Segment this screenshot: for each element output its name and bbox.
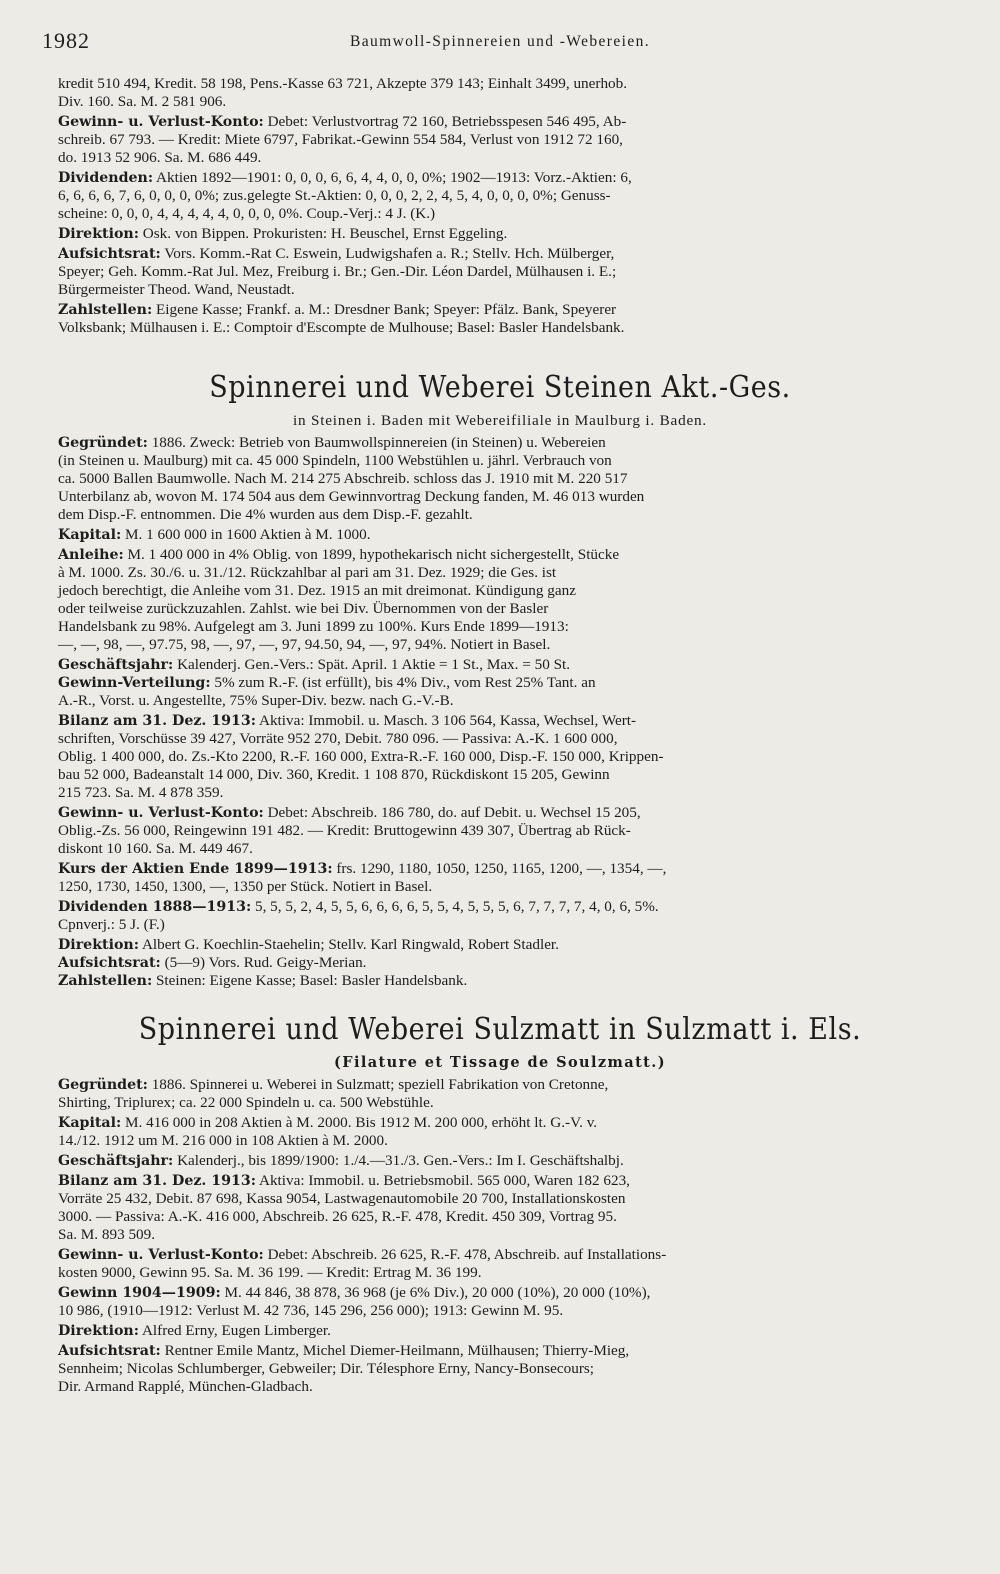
rubric-label: Geschäftsjahr: — [58, 1153, 174, 1169]
text-line: —, —, 98, —, 97.75, 98, —, 97, —, 97, 94.50, 94, —, 97, 94%. Notiert in Basel. — [58, 636, 551, 653]
rubric-label: Bilanz am 31. Dez. 1913: — [58, 713, 257, 729]
text-line: Div. 160. Sa. M. 2 581 906. — [58, 93, 227, 110]
text-line: Volksbank; Mülhausen i. E.: Comptoir d'Escompte de Mulhouse; Basel: Basler Handelsbank. — [58, 319, 625, 336]
rubric-label: Aufsichtsrat: — [58, 246, 161, 262]
text-line: 215 723. Sa. M. 4 878 359. — [58, 784, 224, 801]
text-line: Aufsichtsrat: (5—9) Vors. Rud. Geigy-Merian. — [58, 954, 367, 971]
text-line: 1250, 1730, 1450, 1300, —, 1350 per Stück. Notiert in Basel. — [58, 878, 433, 895]
text-line: scheine: 0, 0, 0, 4, 4, 4, 4, 4, 0, 0, 0, 0%. Coup.-Verj.: 4 J. (K.) — [58, 205, 436, 222]
rubric-label: Direktion: — [58, 226, 139, 242]
rubric-label: Bilanz am 31. Dez. 1913: — [58, 1173, 257, 1189]
text-line: Gewinn-Verteilung: 5% zum R.-F. (ist erfüllt), bis 4% Div., vom Rest 25% Tant. an — [58, 674, 596, 691]
rubric-label: Aufsichtsrat: — [58, 1343, 161, 1359]
page-header — [42, 22, 958, 56]
text-line: Vorräte 25 432, Debit. 87 698, Kassa 9054, Lastwagenautomobile 20 700, Installationskosten — [58, 1190, 626, 1207]
rubric-label: Kurs der Aktien Ende 1899—1913: — [58, 861, 333, 877]
text-line: 6, 6, 6, 6, 7, 6, 0, 0, 0, 0%; zus.gelegte St.-Aktien: 0, 0, 0, 2, 2, 4, 5, 4, 0, 0, 0, 0%; Genuss- — [58, 187, 611, 204]
text-line: Aufsichtsrat: Rentner Emile Mantz, Michel Diemer-Heilmann, Mülhausen; Thierry-Mieg, — [58, 1342, 630, 1359]
page-number: 1982 — [42, 28, 90, 53]
text-line: Bilanz am 31. Dez. 1913: Aktiva: Immobil. u. Masch. 3 106 564, Kassa, Wechsel, Wert- — [58, 712, 637, 729]
text-line: Kapital: M. 1 600 000 in 1600 Aktien à M. 1000. — [58, 526, 371, 543]
entry-title: Spinnerei und Weberei Sulzmatt in Sulzmatt i. Els. — [138, 1012, 862, 1047]
text-line: Speyer; Geh. Komm.-Rat Jul. Mez, Freiburg i. Br.; Gen.-Dir. Léon Dardel, Mülhausen i. E.; — [58, 263, 617, 280]
text-line: Gegründet: 1886. Spinnerei u. Weberei in Sulzmatt; speziell Fabrikation von Cretonne, — [58, 1076, 609, 1093]
text-line: Kapital: M. 416 000 in 208 Aktien à M. 2000. Bis 1912 M. 200 000, erhöht lt. G.-V. v. — [58, 1114, 598, 1131]
running-title: Baumwoll-Spinnereien und -Webereien. — [349, 33, 651, 50]
text-line: jedoch berechtigt, die Anleihe vom 31. Dez. 1915 an mit dreimonat. Kündigung ganz — [58, 582, 576, 599]
text-line: Sennheim; Nicolas Schlumberger, Gebweiler; Dir. Télesphore Erny, Nancy-Bonsecours; — [58, 1360, 595, 1377]
rubric-label: Aufsichtsrat: — [58, 955, 161, 971]
text-line: Gewinn- u. Verlust-Konto: Debet: Abschreib. 186 780, do. auf Debit. u. Wechsel 15 205, — [58, 804, 641, 821]
rubric-label: Kapital: — [58, 1115, 122, 1131]
rubric-label: Zahlstellen: — [58, 302, 153, 318]
rubric-label: Zahlstellen: — [58, 973, 153, 989]
rubric-label: Gewinn- u. Verlust-Konto: — [58, 1247, 264, 1263]
text-line: A.-R., Vorst. u. Angestellte, 75% Super-Div. bezw. nach G.-V.-B. — [58, 692, 454, 709]
entry-title: Spinnerei und Weberei Steinen Akt.-Ges. — [209, 370, 791, 405]
text-line: Aufsichtsrat: Vors. Komm.-Rat C. Eswein, Ludwigshafen a. R.; Stellv. Hch. Mülberger, — [58, 245, 615, 262]
text-line: Anleihe: M. 1 400 000 in 4% Oblig. von 1899, hypothekarisch nicht sichergestellt, Stücke — [58, 546, 620, 563]
text-line: Geschäftsjahr: Kalenderj., bis 1899/1900: 1./4.—31./3. Gen.-Vers.: Im I. Geschäftshalbj. — [58, 1152, 624, 1169]
rubric-label: Geschäftsjahr: — [58, 657, 174, 673]
text-line: 10 986, (1910—1912: Verlust M. 42 736, 145 296, 256 000); 1913: Gewinn M. 95. — [58, 1302, 564, 1319]
rubric-label: Dividenden 1888—1913: — [58, 899, 252, 915]
text-line: Cpnverj.: 5 J. (F.) — [58, 916, 165, 933]
text-line: Gewinn- u. Verlust-Konto: Debet: Verlustvortrag 72 160, Betriebsspesen 546 495, Ab- — [58, 113, 627, 130]
entry-subtitle: in Steinen i. Baden mit Webereifiliale in Maulburg i. Baden. — [292, 412, 707, 429]
text-line: ca. 5000 Ballen Baumwolle. Nach M. 214 275 Abschreib. schloss das J. 1910 mit M. 220 517 — [58, 470, 628, 487]
text-line: Direktion: Osk. von Bippen. Prokuristen: H. Beuschel, Ernst Eggeling. — [58, 225, 508, 242]
rubric-label: Dividenden: — [58, 170, 154, 186]
text-line: do. 1913 52 906. Sa. M. 686 449. — [58, 149, 262, 166]
text-line: Unterbilanz ab, wovon M. 174 504 aus dem Gewinnvortrag Deckung fanden, M. 46 013 wurden — [58, 488, 645, 505]
rubric-label: Gegründet: — [58, 1077, 148, 1093]
text-line: dem Disp.-F. entnommen. Die 4% wurden aus dem Disp.-F. gezahlt. — [58, 506, 473, 523]
rubric-label: Anleihe: — [58, 547, 124, 563]
text-line: Direktion: Alfred Erny, Eugen Limberger. — [58, 1322, 331, 1339]
rubric-label: Gewinn-Verteilung: — [58, 675, 211, 691]
rubric-label: Gewinn 1904—1909: — [58, 1285, 221, 1301]
text-line: Oblig. 1 400 000, do. Zs.-Kto 2200, R.-F. 160 000, Extra-R.-F. 160 000, Disp.-F. 150 000, Krippen- — [58, 748, 664, 765]
text-line: kredit 510 494, Kredit. 58 198, Pens.-Kasse 63 721, Akzepte 379 143; Einhalt 3499, unerhob. — [58, 75, 628, 92]
text-line: bau 52 000, Badeanstalt 14 000, Div. 360, Kredit. 1 108 870, Rückdiskont 15 205, Gewinn — [58, 766, 610, 783]
text-line: kosten 9000, Gewinn 95. Sa. M. 36 199. — Kredit: Ertrag M. 36 199. — [58, 1264, 482, 1281]
text-line: Direktion: Albert G. Koechlin-Staehelin; Stellv. Karl Ringwald, Robert Stadler. — [58, 936, 559, 953]
text-line: schreib. 67 793. — Kredit: Miete 6797, Fabrikat.-Gewinn 554 584, Verlust von 1912 72 160, — [58, 131, 623, 148]
text-line: Handelsbank zu 98%. Aufgelegt am 3. Juni 1899 zu 100%. Kurs Ende 1899—1913: — [58, 618, 569, 635]
entry-subtitle: (Filature et Tissage de Soulzmatt.) — [333, 1054, 666, 1071]
text-line: à M. 1000. Zs. 30./6. u. 31./12. Rückzahlbar al pari am 31. Dez. 1929; die Ges. ist — [58, 564, 557, 581]
text-line: Dividenden: Aktien 1892—1901: 0, 0, 0, 6, 6, 4, 4, 0, 0, 0%; 1902—1913: Vorz.-Aktien: 6, — [58, 169, 632, 186]
text-line: Bilanz am 31. Dez. 1913: Aktiva: Immobil. u. Betriebsmobil. 565 000, Waren 182 623, — [58, 1172, 630, 1189]
text-line: Gegründet: 1886. Zweck: Betrieb von Baumwollspinnereien (in Steinen) u. Webereien — [58, 434, 606, 451]
text-line: Gewinn- u. Verlust-Konto: Debet: Abschreib. 26 625, R.-F. 478, Abschreib. auf Installations- — [58, 1246, 667, 1263]
text-line: Zahlstellen: Eigene Kasse; Frankf. a. M.: Dresdner Bank; Speyer: Pfälz. Bank, Speyerer — [58, 301, 617, 318]
rubric-label: Gewinn- u. Verlust-Konto: — [58, 114, 264, 130]
text-line: Dividenden 1888—1913: 5, 5, 5, 2, 4, 5, 5, 6, 6, 6, 6, 5, 5, 4, 5, 5, 5, 6, 7, 7, 7, 7, 4, 0, 6, 5%. — [58, 898, 659, 915]
text-line: Kurs der Aktien Ende 1899—1913: frs. 1290, 1180, 1050, 1250, 1165, 1200, —, 1354, —, — [58, 860, 667, 877]
text-line: Bürgermeister Theod. Wand, Neustadt. — [58, 281, 295, 298]
text-line: 14./12. 1912 um M. 216 000 in 108 Aktien à M. 2000. — [58, 1132, 388, 1149]
text-line: oder teilweise zurückzuzahlen. Zahlst. wie bei Div. Übernommen von der Basler — [58, 600, 549, 617]
text-line: Shirting, Triplurex; ca. 22 000 Spindeln u. ca. 500 Webstühle. — [58, 1094, 434, 1111]
text-line: Dir. Armand Rapplé, München-Gladbach. — [58, 1378, 313, 1395]
text-line: Oblig.-Zs. 56 000, Reingewinn 191 482. — Kredit: Bruttogewinn 439 307, Übertrag ab Rück- — [58, 822, 631, 839]
rubric-label: Direktion: — [58, 937, 139, 953]
text-line: Gewinn 1904—1909: M. 44 846, 38 878, 36 968 (je 6% Div.), 20 000 (10%), 20 000 (10%), — [58, 1284, 651, 1301]
rubric-label: Gegründet: — [58, 435, 148, 451]
text-line: 3000. — Passiva: A.-K. 416 000, Abschreib. 26 625, R.-F. 478, Kredit. 450 309, Vortrag 95. — [58, 1208, 617, 1225]
text-line: (in Steinen u. Maulburg) mit ca. 45 000 Spindeln, 1100 Webstühlen u. jährl. Verbrauch von — [58, 452, 612, 469]
text-line: Zahlstellen: Steinen: Eigene Kasse; Basel: Basler Handelsbank. — [58, 972, 468, 989]
rubric-label: Direktion: — [58, 1323, 139, 1339]
text-line: schriften, Vorschüsse 39 427, Vorräte 952 270, Debit. 780 096. — Passiva: A.-K. 1 600 000, — [58, 730, 618, 747]
text-line: Geschäftsjahr: Kalenderj. Gen.-Vers.: Spät. April. 1 Aktie = 1 St., Max. = 50 St. — [58, 656, 571, 673]
text-line: diskont 10 160. Sa. M. 449 467. — [58, 840, 253, 857]
rubric-label: Gewinn- u. Verlust-Konto: — [58, 805, 264, 821]
rubric-label: Kapital: — [58, 527, 122, 543]
text-line: Sa. M. 893 509. — [58, 1226, 156, 1243]
